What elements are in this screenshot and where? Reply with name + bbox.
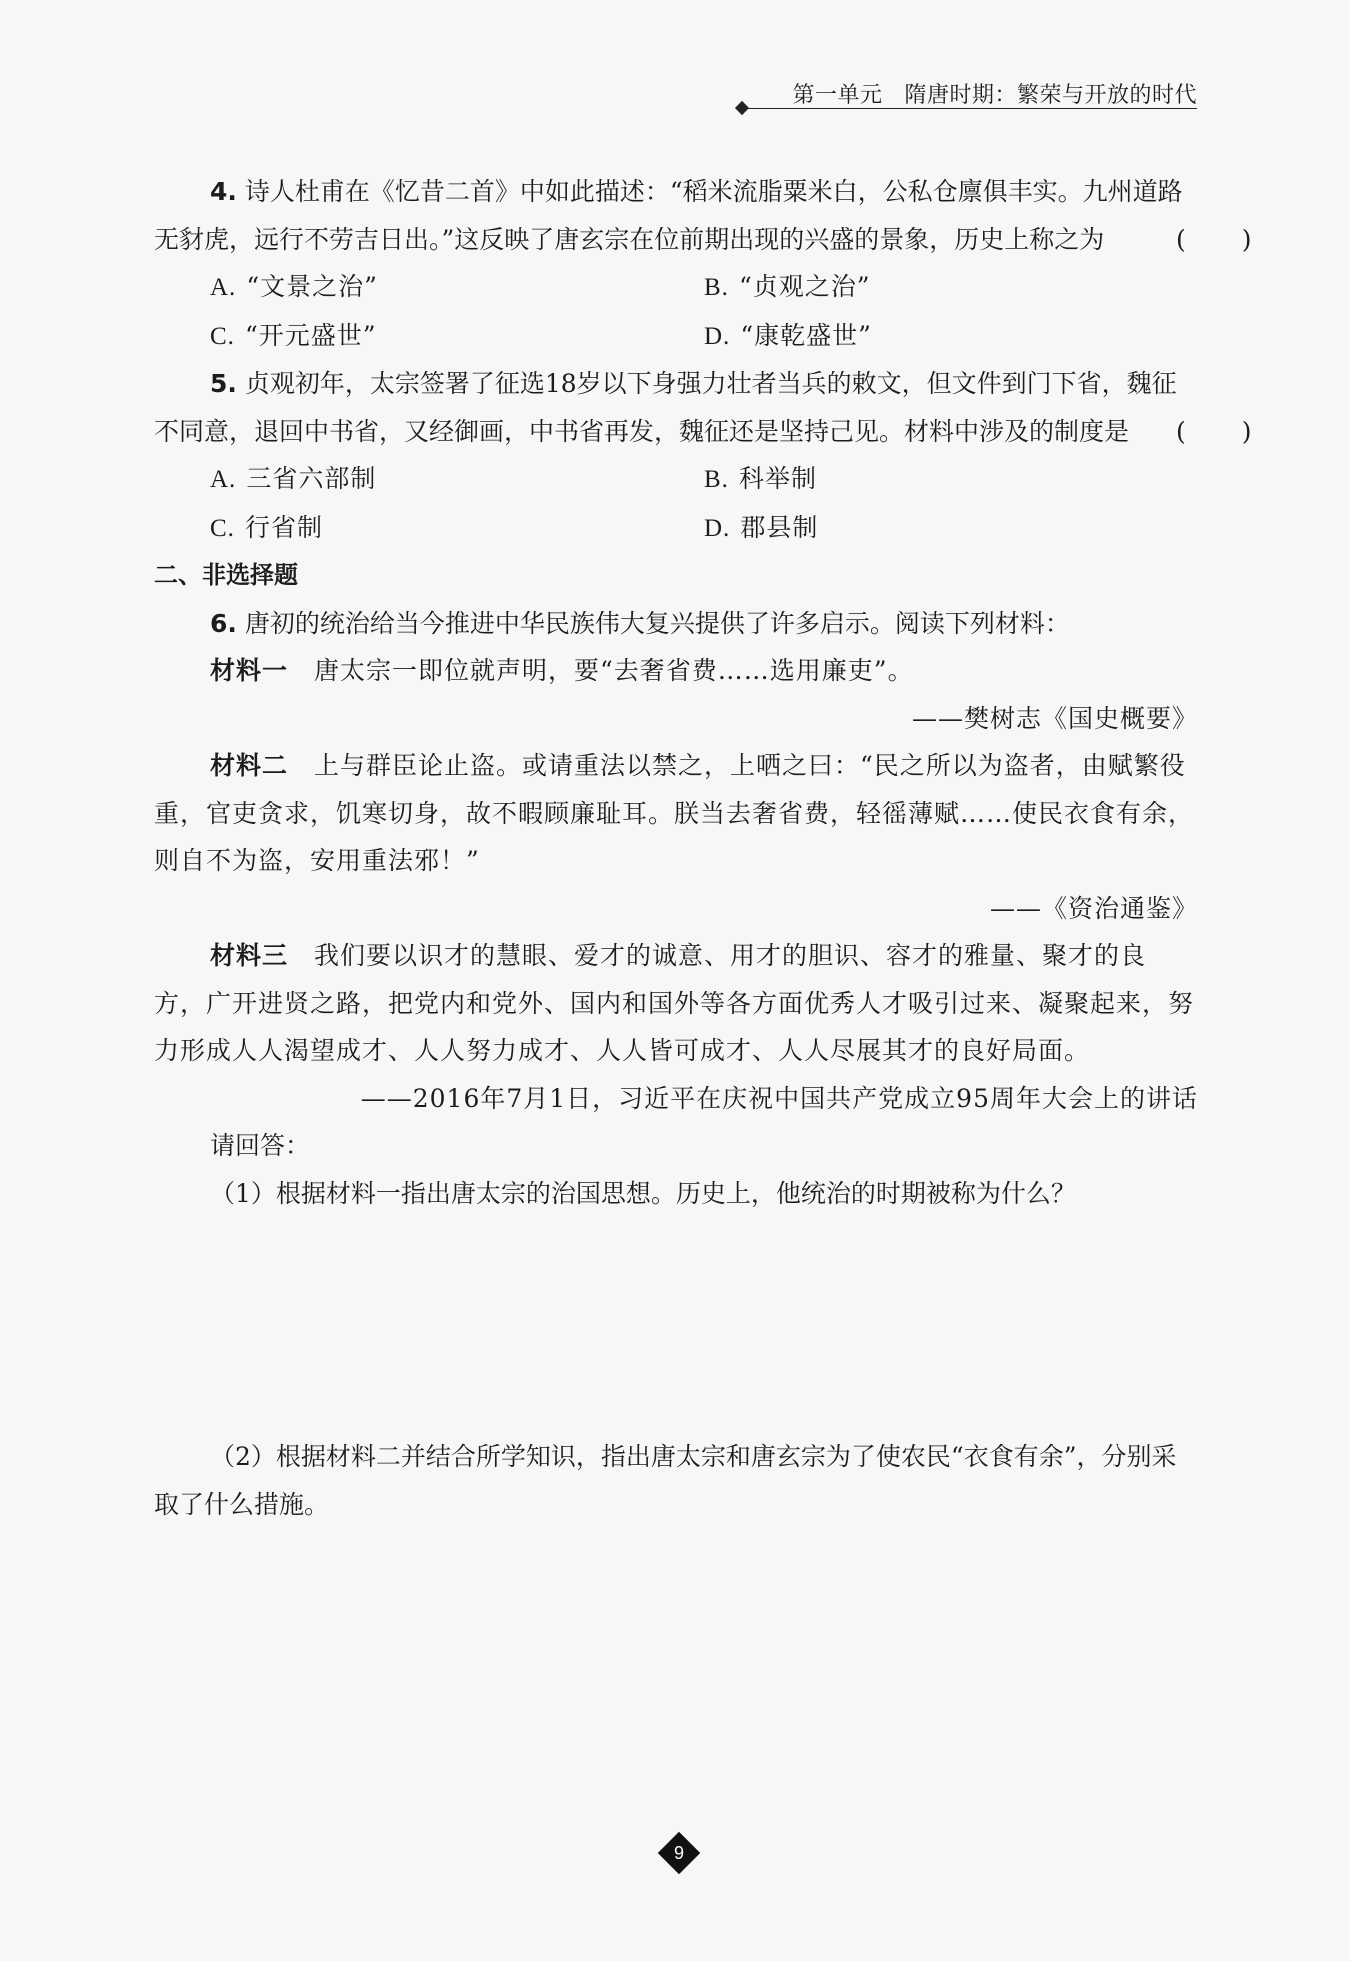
material-label: 材料一 bbox=[210, 656, 289, 685]
material-3 bbox=[154, 932, 1198, 1075]
page-header bbox=[735, 72, 1197, 112]
question-5-stem bbox=[154, 360, 1252, 455]
option-a: A. “文景之治” bbox=[210, 272, 378, 301]
options-row bbox=[154, 504, 1198, 553]
option-c: C. 行省制 bbox=[210, 512, 323, 542]
material-text: 唐太宗一即位就声明，要“去奢省费……选用廉吏”。 bbox=[314, 656, 914, 685]
unit-title: 隋唐时期：繁荣与开放的时代 bbox=[904, 83, 1197, 108]
material-source: ——2016年7月1日，习近平在庆祝中国共产党成立95周年大会上的讲话 bbox=[360, 1083, 1198, 1113]
sub-question-1: （1）根据材料一指出唐太宗的治国思想。历史上，他统治的时期被称为什么？ bbox=[210, 1178, 1076, 1208]
option-a: A. 三省六部制 bbox=[210, 464, 377, 493]
diamond-icon bbox=[735, 101, 749, 115]
question-text: 贞观初年，太宗签署了征选18岁以下身强力壮者当兵的敕文，但文件到门下省，魏征不同意，退回中书省，又经御画，中书省再发，魏征还是坚持己见。材料中涉及的制度是 bbox=[154, 369, 1177, 446]
answer-bracket: ( ) bbox=[1176, 224, 1252, 254]
options-row bbox=[154, 312, 1198, 361]
material-1 bbox=[154, 647, 1198, 695]
page-content bbox=[154, 168, 1252, 1528]
header-text bbox=[792, 78, 1197, 109]
option-b: B. “贞观之治” bbox=[704, 272, 871, 301]
question-number: 4. bbox=[210, 177, 237, 206]
question-text: 诗人杜甫在《忆昔二首》中如此描述：“稻米流脂粟米白，公私仓廪俱丰实。九州道路无豺虎，远行不劳吉日出。”这反映了唐玄宗在位前期出现的兴盛的景象，历史上称之为 bbox=[154, 177, 1183, 254]
options-row bbox=[154, 263, 1198, 312]
material-source: ——《资治通鉴》 bbox=[989, 893, 1198, 923]
options-row bbox=[154, 455, 1198, 504]
answer-prompt: 请回答： bbox=[210, 1131, 311, 1160]
question-4-stem bbox=[154, 168, 1252, 263]
page-number bbox=[658, 1832, 700, 1874]
material-text: 我们要以识才的慧眼、爱才的诚意、用才的胆识、容才的雅量、聚才的良方，广开进贤之路，把党内和党外、国内和国外等各方面优秀人才吸引过来、凝聚起来，努力形成人人渴望成才、人人努力成才、人人皆可成才、人人尽展其才的良好局面。 bbox=[154, 941, 1195, 1065]
question-text: 唐初的统治给当今推进中华民族伟大复兴提供了许多启示。阅读下列材料： bbox=[244, 608, 1070, 638]
question-6-stem bbox=[154, 600, 1198, 648]
option-d: D. 郡县制 bbox=[704, 512, 819, 542]
question-number: 6. bbox=[210, 608, 237, 638]
section-heading: 二、非选择题 bbox=[154, 561, 298, 589]
answer-bracket: ( ) bbox=[1176, 416, 1252, 446]
answer-space[interactable] bbox=[154, 1217, 1198, 1433]
option-d: D. “康乾盛世” bbox=[704, 320, 872, 350]
material-label: 材料三 bbox=[210, 941, 289, 970]
material-label: 材料二 bbox=[210, 751, 289, 780]
header-rule bbox=[745, 108, 1197, 109]
question-number: 5. bbox=[210, 369, 237, 398]
material-2 bbox=[154, 742, 1198, 885]
option-b: B. 科举制 bbox=[704, 464, 817, 493]
option-c: C. “开元盛世” bbox=[210, 320, 377, 350]
page-number-text: 9 bbox=[673, 1843, 684, 1863]
material-text: 上与群臣论止盗。或请重法以禁之，上哂之曰：“民之所以为盗者，由赋繁役重，官吏贪求，饥寒切身，故不暇顾廉耻耳。朕当去奢省费，轻徭薄赋……使民衣食有余，则自不为盗，安用重法邪！” bbox=[154, 751, 1195, 875]
unit-label: 第一单元 bbox=[792, 83, 883, 108]
sub-question-2: （2）根据材料二并结合所学知识，指出唐太宗和唐玄宗为了使农民“衣食有余”，分别采取了什么措施。 bbox=[154, 1442, 1177, 1519]
material-source: ——樊树志《国史概要》 bbox=[911, 703, 1198, 733]
